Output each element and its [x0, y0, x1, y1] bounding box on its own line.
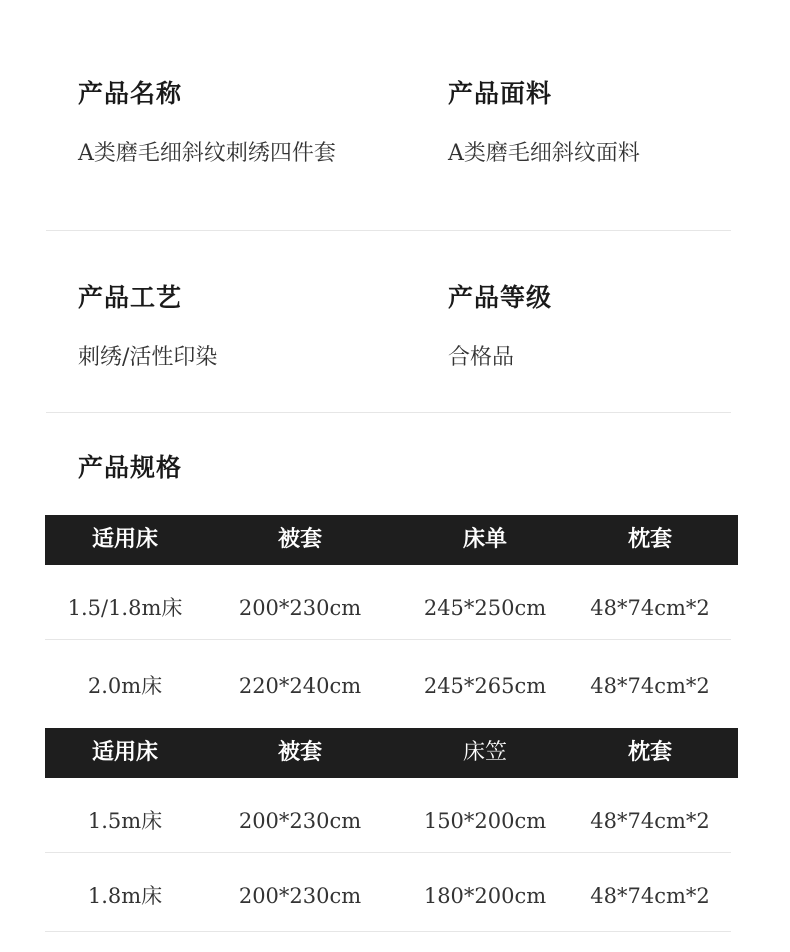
table2-header	[45, 728, 738, 778]
attr-product-grade	[448, 278, 552, 371]
table-cell: 245*265cm	[423, 674, 547, 698]
divider	[46, 412, 731, 413]
attr-product-craft	[78, 278, 217, 371]
attr-label: 产品面料	[448, 79, 553, 108]
table-header-cell: 枕套	[627, 740, 672, 765]
divider	[46, 230, 731, 231]
attr-product-name	[78, 74, 336, 167]
attr-label: 产品等级	[448, 283, 553, 312]
table-header-cell: 床单	[462, 527, 507, 552]
table-cell: 200*230cm	[238, 884, 362, 908]
table-cell: 2.0m床	[87, 674, 163, 698]
table-cell: 48*74cm*2	[590, 596, 710, 620]
row-divider	[45, 852, 731, 853]
table-cell: 1.5m床	[87, 809, 163, 833]
table-cell: 245*250cm	[423, 596, 547, 620]
attr-value: A类磨毛细斜纹刺绣四件套	[78, 141, 336, 166]
table-header-cell: 被套	[277, 527, 322, 552]
table1-header	[45, 515, 738, 565]
table-header-cell: 适用床	[91, 740, 158, 765]
row-divider	[45, 639, 731, 640]
table-header-cell: 床笠	[462, 740, 507, 765]
table-cell: 48*74cm*2	[590, 674, 710, 698]
attr-product-fabric	[448, 74, 640, 167]
table-cell: 200*230cm	[238, 596, 362, 620]
table-header-cell: 被套	[277, 740, 322, 765]
table-cell: 220*240cm	[238, 674, 362, 698]
spec-title: 产品规格	[78, 453, 183, 482]
attr-value: A类磨毛细斜纹面料	[448, 141, 640, 166]
table-header-cell: 适用床	[91, 527, 158, 552]
table-cell: 180*200cm	[423, 884, 547, 908]
row-divider	[45, 931, 731, 932]
table-header-cell: 枕套	[627, 527, 672, 552]
table-cell: 150*200cm	[423, 809, 547, 833]
table-cell: 200*230cm	[238, 809, 362, 833]
attr-value: 刺绣/活性印染	[78, 345, 218, 370]
attr-label: 产品名称	[78, 79, 183, 108]
table-cell: 48*74cm*2	[590, 809, 710, 833]
table-cell: 1.5/1.8m床	[67, 596, 183, 620]
table-cell: 1.8m床	[87, 884, 163, 908]
table-cell: 48*74cm*2	[590, 884, 710, 908]
attr-label: 产品工艺	[78, 283, 183, 312]
attr-value: 合格品	[448, 345, 515, 370]
